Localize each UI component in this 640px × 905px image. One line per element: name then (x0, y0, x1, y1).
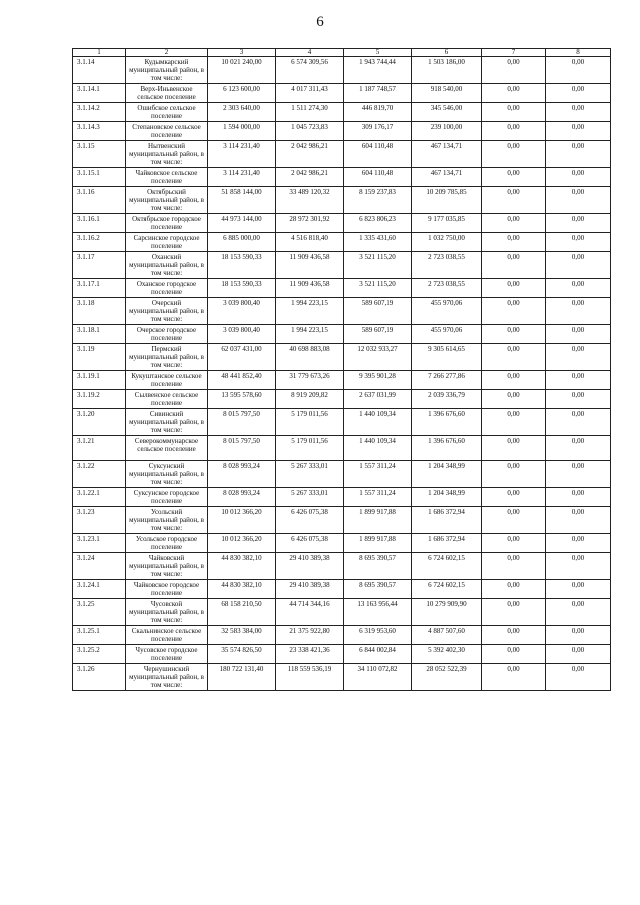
column-number-1: 1 (73, 49, 126, 57)
row-col6: 6 724 602,15 (412, 580, 482, 599)
row-col5: 8 695 390,57 (344, 553, 412, 580)
row-name: Кудымкарский муниципальный район, в том числе: (126, 57, 208, 84)
row-col5: 1 440 109,34 (344, 409, 412, 436)
column-number-2: 2 (126, 49, 208, 57)
row-col5: 13 163 956,44 (344, 599, 412, 626)
table-row (73, 103, 611, 122)
row-name: Чусовской муниципальный район, в том числе: (126, 599, 208, 626)
page-number: 6 (316, 14, 324, 30)
row-col4: 44 714 344,16 (276, 599, 344, 626)
column-number-6: 6 (412, 49, 482, 57)
row-col7: 0,00 (482, 252, 546, 279)
row-col3: 32 583 384,00 (208, 626, 276, 645)
row-col8: 0,00 (546, 534, 611, 553)
row-col8: 0,00 (546, 187, 611, 214)
row-col3: 8 028 993,24 (208, 488, 276, 507)
row-col8: 0,00 (546, 461, 611, 488)
row-col8: 0,00 (546, 488, 611, 507)
row-code: 3.1.16.1 (73, 214, 126, 233)
row-col6: 455 970,06 (412, 325, 482, 344)
row-col8: 0,00 (546, 252, 611, 279)
row-col4: 118 559 536,19 (276, 664, 344, 691)
table-row (73, 325, 611, 344)
row-col4: 6 574 309,56 (276, 57, 344, 84)
row-col3: 51 858 144,00 (208, 187, 276, 214)
row-col3: 2 303 640,00 (208, 103, 276, 122)
row-col4: 5 267 333,01 (276, 461, 344, 488)
row-col4: 28 972 301,92 (276, 214, 344, 233)
row-col4: 31 779 673,26 (276, 371, 344, 390)
row-code: 3.1.22.1 (73, 488, 126, 507)
row-col6: 1 396 676,60 (412, 409, 482, 436)
row-code: 3.1.17.1 (73, 279, 126, 298)
row-col7: 0,00 (482, 279, 546, 298)
row-col7: 0,00 (482, 214, 546, 233)
row-code: 3.1.25.1 (73, 626, 126, 645)
row-code: 3.1.20 (73, 409, 126, 436)
row-col8: 0,00 (546, 279, 611, 298)
row-col8: 0,00 (546, 325, 611, 344)
row-col4: 1 994 223,15 (276, 298, 344, 325)
row-col5: 1 899 917,88 (344, 534, 412, 553)
row-col6: 1 503 186,00 (412, 57, 482, 84)
row-col3: 3 114 231,40 (208, 141, 276, 168)
row-col8: 0,00 (546, 371, 611, 390)
table-row (73, 580, 611, 599)
row-code: 3.1.19.2 (73, 390, 126, 409)
row-code: 3.1.19 (73, 344, 126, 371)
row-col6: 2 723 038,55 (412, 279, 482, 298)
row-col8: 0,00 (546, 436, 611, 461)
row-col7: 0,00 (482, 664, 546, 691)
row-name: Оханское городское поселение (126, 279, 208, 298)
row-col5: 2 637 031,99 (344, 390, 412, 409)
row-col4: 1 994 223,15 (276, 325, 344, 344)
row-col5: 1 335 431,60 (344, 233, 412, 252)
row-col3: 6 885 000,00 (208, 233, 276, 252)
row-col8: 0,00 (546, 553, 611, 580)
row-col3: 10 012 366,20 (208, 534, 276, 553)
row-name: Усольское городское поселение (126, 534, 208, 553)
table-row (73, 461, 611, 488)
row-code: 3.1.24 (73, 553, 126, 580)
row-col8: 0,00 (546, 580, 611, 599)
row-col8: 0,00 (546, 409, 611, 436)
row-col3: 3 039 800,40 (208, 298, 276, 325)
row-col8: 0,00 (546, 344, 611, 371)
row-name: Сивинский муниципальный район, в том числе: (126, 409, 208, 436)
row-name: Усольский муниципальный район, в том числе: (126, 507, 208, 534)
row-col5: 8 159 237,83 (344, 187, 412, 214)
row-col4: 5 179 011,56 (276, 409, 344, 436)
row-col7: 0,00 (482, 436, 546, 461)
row-col7: 0,00 (482, 122, 546, 141)
row-col3: 6 123 600,00 (208, 84, 276, 103)
row-col5: 446 819,70 (344, 103, 412, 122)
row-col3: 48 441 852,40 (208, 371, 276, 390)
table-row (73, 390, 611, 409)
row-col3: 8 015 797,50 (208, 409, 276, 436)
row-col7: 0,00 (482, 233, 546, 252)
table-row (73, 57, 611, 84)
row-name: Чернушинский муниципальный район, в том числе: (126, 664, 208, 691)
row-col6: 1 686 372,94 (412, 534, 482, 553)
row-col6: 7 266 277,86 (412, 371, 482, 390)
row-name: Чайковское городское поселение (126, 580, 208, 599)
row-code: 3.1.25 (73, 599, 126, 626)
row-code: 3.1.26 (73, 664, 126, 691)
row-col5: 12 032 933,27 (344, 344, 412, 371)
row-col8: 0,00 (546, 233, 611, 252)
row-code: 3.1.14.3 (73, 122, 126, 141)
row-code: 3.1.24.1 (73, 580, 126, 599)
row-col4: 4 017 311,43 (276, 84, 344, 103)
row-col8: 0,00 (546, 214, 611, 233)
row-col8: 0,00 (546, 645, 611, 664)
row-col3: 10 021 240,00 (208, 57, 276, 84)
table-row (73, 344, 611, 371)
table-row (73, 84, 611, 103)
table-row (73, 214, 611, 233)
row-col4: 1 045 723,83 (276, 122, 344, 141)
row-col3: 68 158 210,50 (208, 599, 276, 626)
row-code: 3.1.14 (73, 57, 126, 84)
row-col5: 309 176,17 (344, 122, 412, 141)
row-name: Нытвенский муниципальный район, в том числе: (126, 141, 208, 168)
row-col3: 1 594 000,00 (208, 122, 276, 141)
row-col3: 18 153 590,33 (208, 279, 276, 298)
row-col3: 62 037 431,00 (208, 344, 276, 371)
table-row (73, 371, 611, 390)
row-col3: 8 015 797,50 (208, 436, 276, 461)
row-col7: 0,00 (482, 371, 546, 390)
row-col6: 2 039 336,79 (412, 390, 482, 409)
row-col5: 1 187 748,57 (344, 84, 412, 103)
row-col5: 34 110 072,82 (344, 664, 412, 691)
row-col7: 0,00 (482, 325, 546, 344)
row-col5: 6 844 002,84 (344, 645, 412, 664)
row-col6: 455 970,06 (412, 298, 482, 325)
row-code: 3.1.18.1 (73, 325, 126, 344)
row-col5: 1 557 311,24 (344, 461, 412, 488)
row-name: Очерское городское поселение (126, 325, 208, 344)
row-col7: 0,00 (482, 344, 546, 371)
column-number-7: 7 (482, 49, 546, 57)
row-col6: 1 204 348,99 (412, 488, 482, 507)
row-col4: 29 410 389,38 (276, 580, 344, 599)
row-col4: 23 338 421,36 (276, 645, 344, 664)
row-col7: 0,00 (482, 103, 546, 122)
row-col7: 0,00 (482, 409, 546, 436)
table-row (73, 187, 611, 214)
row-name: Чайковское сельское поселение (126, 168, 208, 187)
row-col4: 11 909 436,58 (276, 279, 344, 298)
row-col3: 35 574 826,50 (208, 645, 276, 664)
row-name: Сарсинское городское поселение (126, 233, 208, 252)
row-col5: 1 557 311,24 (344, 488, 412, 507)
row-name: Чусовское городское поселение (126, 645, 208, 664)
row-col3: 180 722 131,40 (208, 664, 276, 691)
row-col7: 0,00 (482, 187, 546, 214)
row-col5: 8 695 390,57 (344, 580, 412, 599)
row-col7: 0,00 (482, 553, 546, 580)
row-col6: 2 723 038,55 (412, 252, 482, 279)
row-col8: 0,00 (546, 103, 611, 122)
row-col5: 3 521 115,20 (344, 279, 412, 298)
row-col5: 1 899 917,88 (344, 507, 412, 534)
row-name: Ошибское сельское поселение (126, 103, 208, 122)
row-col4: 8 919 209,82 (276, 390, 344, 409)
row-name: Суксунское городское поселение (126, 488, 208, 507)
budget-table (72, 48, 611, 691)
table-row (73, 626, 611, 645)
row-col3: 3 039 800,40 (208, 325, 276, 344)
row-name: Северокоммунарское сельское поселение (126, 436, 208, 461)
row-code: 3.1.23.1 (73, 534, 126, 553)
row-col4: 2 042 986,21 (276, 141, 344, 168)
row-name: Чайковский муниципальный район, в том числе: (126, 553, 208, 580)
row-col4: 6 426 075,38 (276, 507, 344, 534)
row-col7: 0,00 (482, 626, 546, 645)
row-code: 3.1.17 (73, 252, 126, 279)
row-col4: 2 042 986,21 (276, 168, 344, 187)
row-col6: 1 204 348,99 (412, 461, 482, 488)
row-col7: 0,00 (482, 488, 546, 507)
row-name: Пермский муниципальный район, в том числе: (126, 344, 208, 371)
table-row (73, 664, 611, 691)
row-col8: 0,00 (546, 141, 611, 168)
row-col8: 0,00 (546, 390, 611, 409)
row-name: Суксунский муниципальный район, в том числе: (126, 461, 208, 488)
row-col4: 4 516 818,40 (276, 233, 344, 252)
row-col7: 0,00 (482, 298, 546, 325)
row-col3: 13 595 578,60 (208, 390, 276, 409)
column-number-5: 5 (344, 49, 412, 57)
row-col6: 239 100,00 (412, 122, 482, 141)
row-col7: 0,00 (482, 507, 546, 534)
row-col6: 28 052 522,39 (412, 664, 482, 691)
table-row (73, 141, 611, 168)
row-col8: 0,00 (546, 57, 611, 84)
row-code: 3.1.21 (73, 436, 126, 461)
row-col4: 6 426 075,38 (276, 534, 344, 553)
row-col5: 604 110,48 (344, 168, 412, 187)
row-col6: 9 177 035,85 (412, 214, 482, 233)
row-col4: 11 909 436,58 (276, 252, 344, 279)
row-col3: 10 012 366,20 (208, 507, 276, 534)
column-number-3: 3 (208, 49, 276, 57)
row-col3: 18 153 590,33 (208, 252, 276, 279)
table-row (73, 436, 611, 461)
row-col6: 467 134,71 (412, 168, 482, 187)
row-col4: 5 179 011,56 (276, 436, 344, 461)
row-code: 3.1.18 (73, 298, 126, 325)
row-name: Октябрьское городское поселение (126, 214, 208, 233)
row-col7: 0,00 (482, 461, 546, 488)
row-col4: 1 511 274,30 (276, 103, 344, 122)
row-col3: 44 830 382,10 (208, 580, 276, 599)
table-row (73, 252, 611, 279)
table-row (73, 298, 611, 325)
column-number-8: 8 (546, 49, 611, 57)
row-col8: 0,00 (546, 168, 611, 187)
row-code: 3.1.16.2 (73, 233, 126, 252)
row-col3: 8 028 993,24 (208, 461, 276, 488)
row-code: 3.1.14.2 (73, 103, 126, 122)
row-col7: 0,00 (482, 580, 546, 599)
row-name: Октябрьский муниципальный район, в том числе: (126, 187, 208, 214)
row-code: 3.1.19.1 (73, 371, 126, 390)
row-col5: 1 440 109,34 (344, 436, 412, 461)
row-col6: 345 546,00 (412, 103, 482, 122)
table-row (73, 409, 611, 436)
row-col5: 604 110,48 (344, 141, 412, 168)
row-col4: 21 375 922,80 (276, 626, 344, 645)
row-col7: 0,00 (482, 84, 546, 103)
row-col8: 0,00 (546, 84, 611, 103)
row-col5: 589 607,19 (344, 298, 412, 325)
row-col6: 467 134,71 (412, 141, 482, 168)
row-name: Степановское сельское поселение (126, 122, 208, 141)
row-col8: 0,00 (546, 298, 611, 325)
row-col8: 0,00 (546, 507, 611, 534)
row-col6: 10 279 909,90 (412, 599, 482, 626)
row-col6: 10 209 785,85 (412, 187, 482, 214)
row-col5: 1 943 744,44 (344, 57, 412, 84)
row-col5: 6 823 806,23 (344, 214, 412, 233)
table-row (73, 233, 611, 252)
table-row (73, 279, 611, 298)
table-row (73, 599, 611, 626)
row-col3: 44 973 144,00 (208, 214, 276, 233)
row-col6: 9 305 614,65 (412, 344, 482, 371)
row-col7: 0,00 (482, 141, 546, 168)
row-code: 3.1.25.2 (73, 645, 126, 664)
table-row (73, 507, 611, 534)
row-col5: 3 521 115,20 (344, 252, 412, 279)
row-col4: 29 410 389,38 (276, 553, 344, 580)
row-code: 3.1.15 (73, 141, 126, 168)
row-col4: 33 489 120,32 (276, 187, 344, 214)
table-row (73, 488, 611, 507)
row-col7: 0,00 (482, 534, 546, 553)
row-code: 3.1.14.1 (73, 84, 126, 103)
row-name: Верх-Иньвенское сельское поселение (126, 84, 208, 103)
row-name: Очерский муниципальный район, в том числе: (126, 298, 208, 325)
table-row (73, 645, 611, 664)
table-row (73, 168, 611, 187)
row-name: Кукуштанское сельское поселение (126, 371, 208, 390)
row-col5: 589 607,19 (344, 325, 412, 344)
row-col3: 44 830 382,10 (208, 553, 276, 580)
row-col7: 0,00 (482, 390, 546, 409)
row-code: 3.1.15.1 (73, 168, 126, 187)
row-col8: 0,00 (546, 599, 611, 626)
row-col7: 0,00 (482, 168, 546, 187)
row-col4: 5 267 333,01 (276, 488, 344, 507)
row-col6: 1 686 372,94 (412, 507, 482, 534)
row-col7: 0,00 (482, 599, 546, 626)
row-col6: 1 032 750,00 (412, 233, 482, 252)
row-col4: 40 698 883,08 (276, 344, 344, 371)
row-col8: 0,00 (546, 664, 611, 691)
row-col7: 0,00 (482, 645, 546, 664)
table-row (73, 553, 611, 580)
row-col8: 0,00 (546, 626, 611, 645)
column-number-4: 4 (276, 49, 344, 57)
row-col6: 6 724 602,15 (412, 553, 482, 580)
row-col5: 6 319 953,60 (344, 626, 412, 645)
row-code: 3.1.23 (73, 507, 126, 534)
table-row (73, 534, 611, 553)
row-col6: 1 396 676,60 (412, 436, 482, 461)
row-name: Оханский муниципальный район, в том числе: (126, 252, 208, 279)
table-row (73, 122, 611, 141)
row-code: 3.1.22 (73, 461, 126, 488)
row-name: Скальнинское сельское поселение (126, 626, 208, 645)
row-col5: 9 395 901,28 (344, 371, 412, 390)
row-code: 3.1.16 (73, 187, 126, 214)
row-col6: 4 887 507,60 (412, 626, 482, 645)
row-col6: 918 540,00 (412, 84, 482, 103)
row-name: Сылвенское сельское поселение (126, 390, 208, 409)
row-col8: 0,00 (546, 122, 611, 141)
row-col3: 3 114 231,40 (208, 168, 276, 187)
row-col6: 5 392 402,30 (412, 645, 482, 664)
row-col7: 0,00 (482, 57, 546, 84)
table-header-row (73, 49, 611, 57)
